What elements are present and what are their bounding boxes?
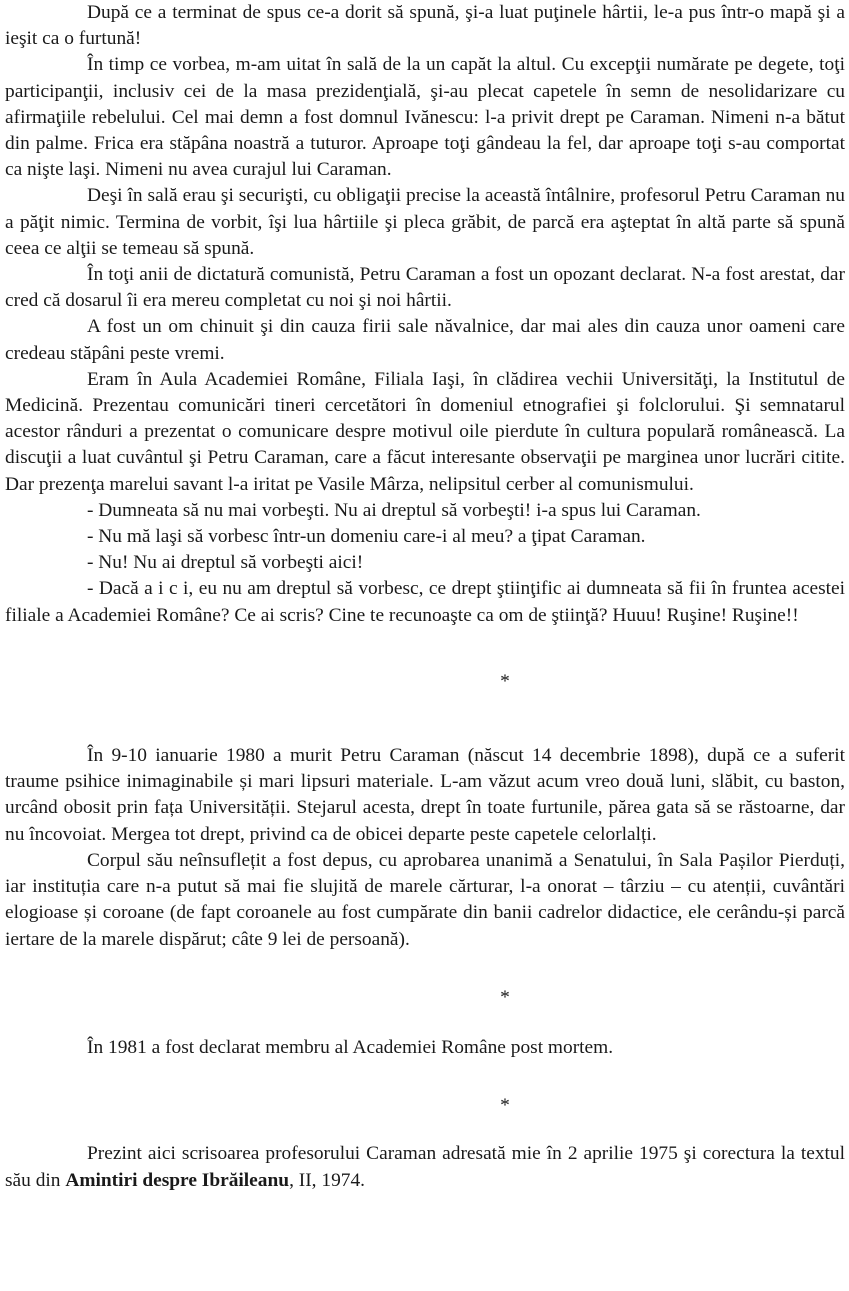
- paragraph-text: , II, 1974.: [289, 1169, 365, 1191]
- section-separator: *: [500, 1095, 510, 1117]
- paragraph: În 9-10 ianuarie 1980 a murit Petru Caraman (născut 14 decembrie 1898), după ce a suferit traume psihice inimaginabile și mari lipsuri materiale. L-am văzut acum vreo două luni, slăbit, cu baston, urcând obosit prin fața Universității. Stejarul acesta, drept în toate furtunile, părea gata să se răstoarne, dar nu încovoiat. Mergea tot drept, privind ca de obicei departe peste capetele celorlalți.: [5, 745, 845, 845]
- paragraph: Corpul său neînsuflețit a fost depus, cu aprobarea unanimă a Senatului, în Sala Pașilor Pierduți, iar instituția care n-a putut să mai fie slujită de marele cărturar, l-a onorat – târziu – cu atenții, cuvântări elogioase și coroane (de fapt coroanele au fost cumpărate din banii cadrelor didactice, ele cerându-și parcă iertare de la marele dispărut; câte 9 lei de persoană).: [5, 849, 845, 950]
- paragraph: În 1981 a fost declarat membru al Academiei Române post mortem.: [87, 1036, 614, 1058]
- paragraph-text: Prezint aici scrisoarea profesorului Caraman adresată mie în 2 aprilie 1975 şi corectura la textul său din: [5, 1143, 845, 1191]
- section-separator: *: [500, 986, 510, 1008]
- paragraph: Eram în Aula Academiei Române, Filiala Iaşi, în clădirea vechii Universităţi, la Institutul de Medicină. Prezentau comunicări tineri cercetători în domeniul etnografiei şi folclorului. Şi semnatarul acestor rânduri a prezentat o comunicare despre motivul oile pierdute în cultura populară românească. La discuţii a luat cuvântul şi Petru Caraman, care a făcut interesante observaţii pe marginea unor lucrări citite. Dar prezenţa marelui savant l-a iritat pe Vasile Mârza, nelipsitul cerber al comunismului.: [5, 368, 845, 495]
- book-title: Amintiri despre Ibrăileanu: [65, 1169, 290, 1191]
- document-page: [5, 0, 845, 1194]
- section-separator: *: [500, 670, 510, 692]
- paragraph: După ce a terminat de spus ce-a dorit să spună, şi-a luat puţinele hârtii, le-a pus într-o mapă şi a ieşit ca o furtună!: [5, 2, 845, 50]
- dialogue-line: - Nu! Nu ai dreptul să vorbeşti aici!: [87, 552, 364, 574]
- dialogue-line: - Dacă a i c i, eu nu am dreptul să vorbesc, ce drept ştiinţific ai dumneata să fii în fruntea acestei filiale a Academiei Române? Ce ai scris? Cine te recunoaşte ca om de ştiinţă? Huuu! Ruşine! Ruşine!!: [5, 578, 845, 626]
- paragraph: [5, 1141, 845, 1193]
- paragraph: Deşi în sală erau şi securişti, cu obligaţii precise la această întâlnire, profesorul Petru Caraman nu a păţit nimic. Termina de vorbit, îşi lua hârtiile şi pleca grăbit, de parcă era aşteptat în altă parte să spună ceea ce alţii se temeau să spună.: [5, 185, 845, 259]
- paragraph: În toţi anii de dictatură comunistă, Petru Caraman a fost un opozant declarat. N-a fost arestat, dar cred că dosarul îi era mereu completat cu noi şi noi hârtii.: [5, 264, 845, 312]
- paragraph: În timp ce vorbea, m-am uitat în sală de la un capăt la altul. Cu excepţii numărate pe degete, toţi participanţii, inclusiv cei de la masa prezidenţială, şi-au plecat capetele în semn de nesolidarizare cu afirmaţiile rebelului. Cel mai demn a fost domnul Ivănescu: l-a privit drept pe Caraman. Nimeni n-a bătut din palme. Frica era stăpâna noastră a tuturor. Aproape toţi gândeau la fel, dar aproape toţi s-au comportat ca nişte laşi. Nimeni nu avea curajul lui Caraman.: [5, 54, 845, 181]
- dialogue-line: - Dumneata să nu mai vorbeşti. Nu ai dreptul să vorbeşti! i-a spus lui Caraman.: [87, 499, 701, 521]
- paragraph: A fost un om chinuit şi din cauza firii sale năvalnice, dar mai ales din cauza unor oameni care credeau stăpâni peste vremi.: [5, 316, 845, 364]
- dialogue-line: - Nu mă laşi să vorbesc într-un domeniu care-i al meu? a ţipat Caraman.: [87, 526, 646, 548]
